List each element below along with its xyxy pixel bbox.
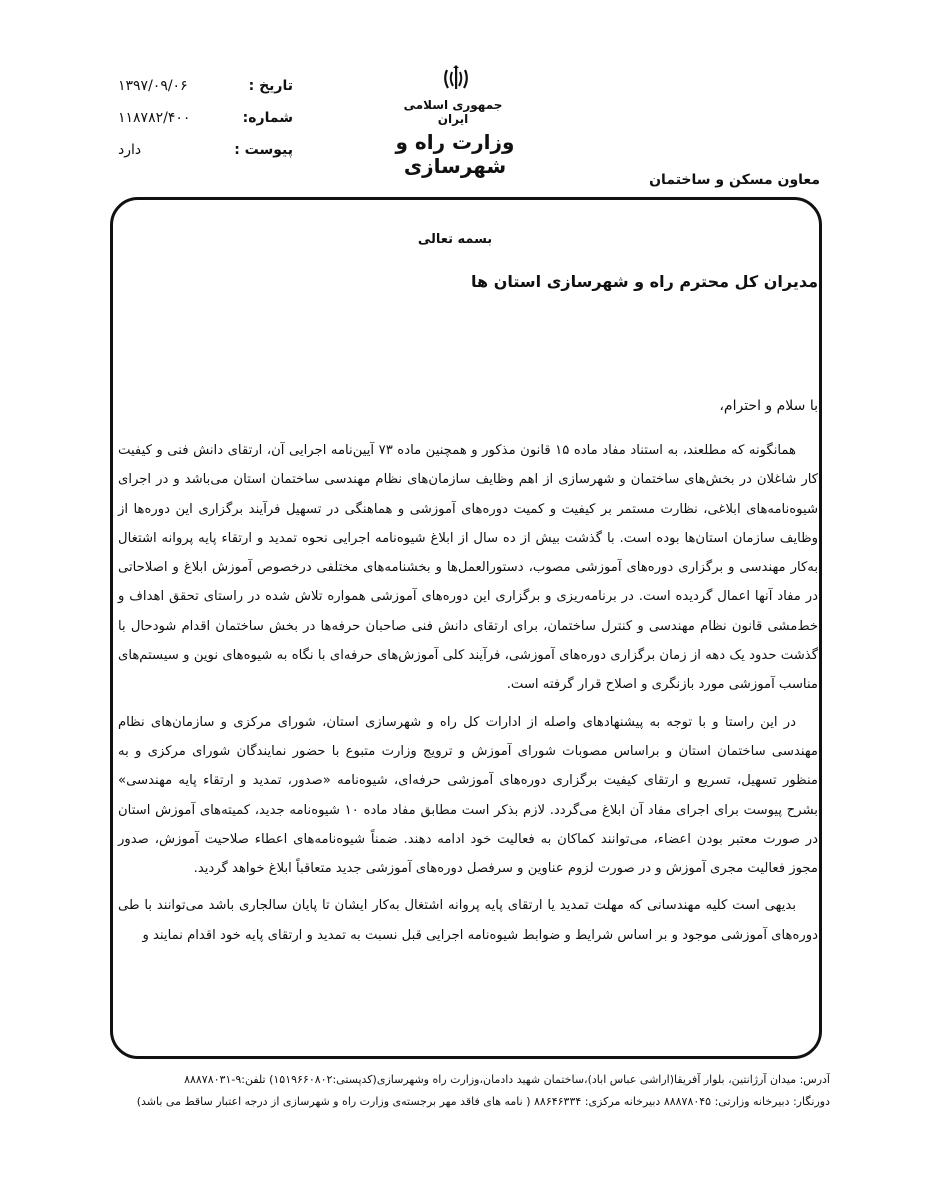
- date-value: ۱۳۹۷/۰۹/۰۶: [118, 78, 188, 94]
- attachment-value: دارد: [118, 142, 142, 158]
- deputy-title: معاون مسکن و ساختمان: [649, 172, 820, 188]
- country-name: جمهوری اسلامی ایران: [403, 98, 503, 126]
- ministry-name: وزارت راه و شهرسازی: [395, 130, 515, 178]
- footer-address: آدرس: میدان آرژانتین، بلوار آفریقا(اراشی عباس اباد)،ساختمان شهید دادمان،وزارت راه وشهرسازی(کدپستی:۱۵۱۹۶۶۰۸۰۲) تلفن:۹-۸۸۸۷۸۰۳۱: [184, 1073, 830, 1086]
- footer-contact: دورنگار: دبیرخانه وزارتی: ۸۸۸۷۸۰۴۵ دبیرخانه مرکزی: ۸۸۶۴۶۳۳۴ ( نامه های فاقد مهر برجسته‌ی وزارت راه و شهرسازی از درجه اعتبار ساقط می باشد): [136, 1095, 830, 1108]
- number-row: [118, 110, 293, 142]
- letter-meta: [118, 78, 293, 174]
- number-value: ۱۱۸۷۸۲/۴۰۰: [118, 110, 191, 126]
- greeting: با سلام و احترام،: [719, 398, 818, 414]
- date-label: تاریخ :: [248, 78, 293, 94]
- paragraph: همانگونه که مطلعند، به استناد مفاد ماده ۱۵ قانون مذکور و همچنین ماده ۷۳ آیین‌نامه اجرایی آن، ارتقای دانش فنی و کیفیت کار شاغلان در بخش‌های ساختمان و شهرسازی از اهم وظایف سازمان‌های نظام مهندسی ساختمان استان می‌باشد و در اجرای شیوه‌نامه‌های ابلاغی، نظارت مستمر بر کیفیت و کمیت دوره‌های آموزشی و هماهنگی در تسهیل فرآیند برگزاری این دوره‌ها از وظایف سازمان استان‌ها بوده است. با گذشت بیش از ده سال از ابلاغ شیوه‌نامه اجرایی نحوه تمدید و ارتقاء پایه پروانه اشتغال به‌کار مهندسی و برگزاری دوره‌های آموزشی مصوب، دستورالعمل‌ها و بخشنامه‌های مختلفی درخصوص آموزش ابلاغ و اصلاحاتی در مفاد آنها اعمال گردیده است. در برنامه‌ریزی و برگزاری این دوره‌های آموزشی همواره تلاش شده در راستای تحقق اهداف و خط‌مشی قانون نظام مهندسی و کنترل ساختمان، برای ارتقای دانش فنی صاحبان حرفه‌ها در بخش ساختمان اقدام شود‌حال با گذشت حدود یک دهه از زمان برگزاری دوره‌های آموزشی، فرآیند کلی آموزش‌های حرفه‌ای با نگاه به شیوه‌های نوین و سیستم‌های مناسب آموزشی مورد بازنگری و اصلاح قرار گرفته است.: [118, 443, 818, 693]
- letter-body: [118, 436, 818, 958]
- attachment-row: [118, 142, 293, 174]
- addressee: مدیران کل محترم راه و شهرسازی استان ها: [471, 272, 818, 291]
- iran-emblem-icon: [441, 64, 471, 94]
- paragraph: در این راستا و با توجه به پیشنهادهای واصله از ادارات کل راه و شهرسازی استان، شورای مرکزی و سازمان‌های نظام مهندسی ساختمان استان و براساس مصوبات شورای آموزش و ترویج وزارت متبوع با حضور نمایندگان شورای مرکزی و به منظور تسهیل، تسریع و ارتقای کیفیت برگزاری دوره‌های آموزشی حرفه‌ای، شیوه‌نامه «صدور، تمدید و ارتقاء پایه مهندسی» بشرح پیوست برای اجرای مفاد آن ابلاغ می‌گردد. لازم بذکر است مطابق مفاد ماده ۱۰ شیوه‌نامه جدید، کمیته‌های آموزش استان در صورت معتبر بودن اعضاء، می‌توانند کماکان به فعالیت خود ادامه دهند. ضمناً شیوه‌نامه‌های اعطاء صلاحیت آموزش، صدور مجوز فعالیت مجری آموزش و در صورت لزوم عناوین و سرفصل دوره‌های آموزشی جدید متعاقباً ابلاغ خواهد گردید.: [118, 714, 818, 877]
- date-row: [118, 78, 293, 110]
- paragraph: بدیهی است کلیه مهندسانی که مهلت تمدید یا ارتقای پایه پروانه اشتغال به‌کار ایشان تا پایان سالجاری باشد می‌توانند با طی دوره‌های آموزشی موجود و بر اساس شرایط و ضوابط شیوه‌نامه اجرایی قبل نسبت به تمدید و ارتقای پایه خود اقدام نمایند و: [118, 898, 818, 943]
- number-label: شماره:: [242, 110, 293, 126]
- bismillah: بسمه تعالی: [417, 232, 493, 247]
- attachment-label: پیوست :: [234, 142, 293, 158]
